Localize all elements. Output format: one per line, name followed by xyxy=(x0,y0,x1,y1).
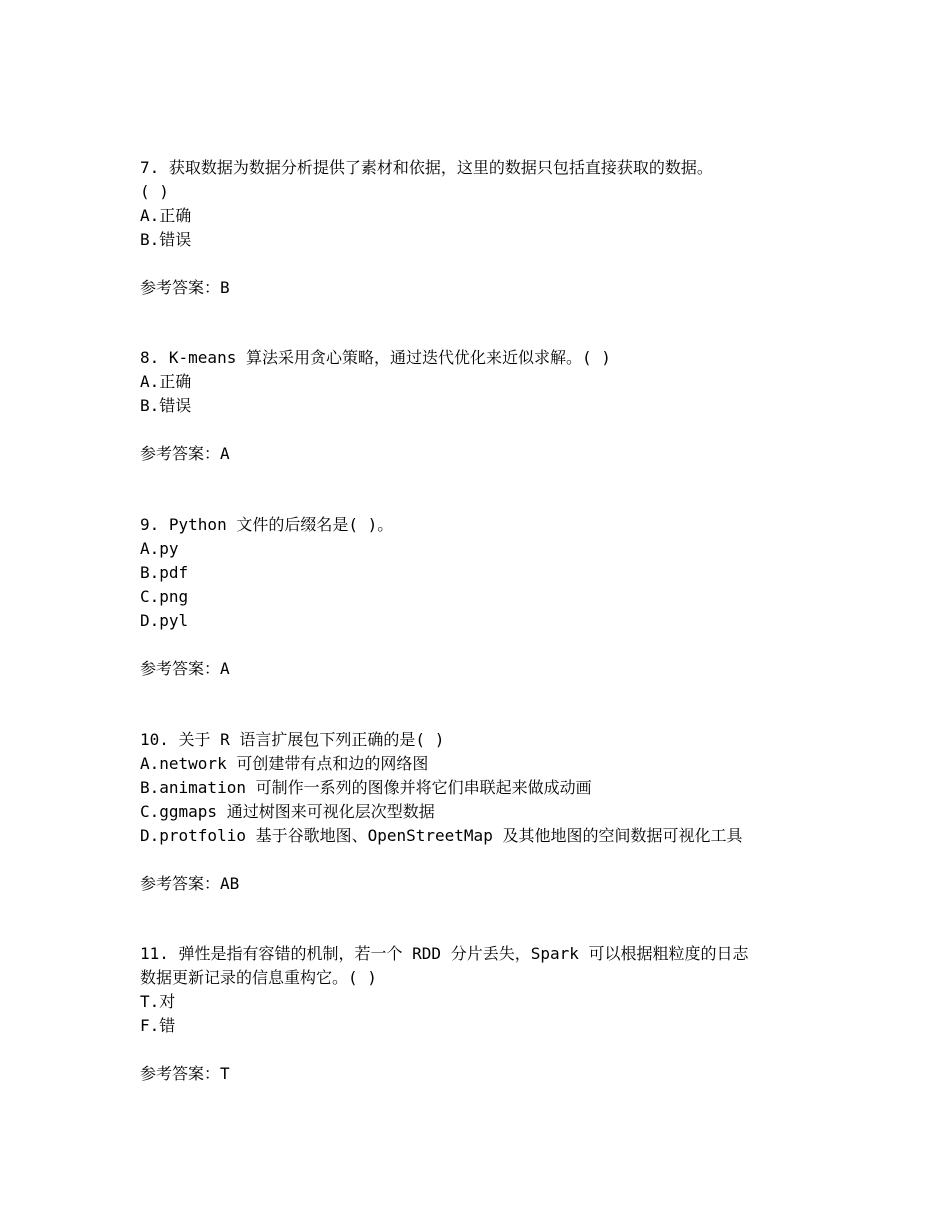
question-stem: ( ) xyxy=(140,182,169,201)
option: B.错误 xyxy=(140,396,192,415)
question-11 xyxy=(140,942,820,1086)
question-stem: 7. 获取数据为数据分析提供了素材和依据，这里的数据只包括直接获取的数据。 xyxy=(140,158,713,177)
option: C.ggmaps 通过树图来可视化层次型数据 xyxy=(140,802,435,821)
option: T.对 xyxy=(140,992,176,1011)
answer: 参考答案：T xyxy=(140,1064,230,1083)
question-stem: 11. 弹性是指有容错的机制，若一个 RDD 分片丢失，Spark 可以根据粗粒度的日志 xyxy=(140,944,749,963)
question-stem: 10. 关于 R 语言扩展包下列正确的是( ) xyxy=(140,730,445,749)
question-9 xyxy=(140,513,820,681)
option: C.png xyxy=(140,587,189,606)
option: D.pyl xyxy=(140,611,189,630)
option: A.正确 xyxy=(140,372,192,391)
option: A.正确 xyxy=(140,206,192,225)
option: B.animation 可制作一系列的图像并将它们串联起来做成动画 xyxy=(140,778,592,797)
option: B.错误 xyxy=(140,230,192,249)
question-stem: 9. Python 文件的后缀名是( )。 xyxy=(140,515,394,534)
answer: 参考答案：A xyxy=(140,444,230,463)
option: A.network 可创建带有点和边的网络图 xyxy=(140,754,429,773)
option: B.pdf xyxy=(140,563,189,582)
question-10 xyxy=(140,728,820,896)
question-8 xyxy=(140,346,820,466)
question-7 xyxy=(140,156,820,300)
question-stem: 8. K-means 算法采用贪心策略，通过迭代优化来近似求解。( ) xyxy=(140,348,611,367)
answer: 参考答案：AB xyxy=(140,874,240,893)
question-stem: 数据更新记录的信息重构它。( ) xyxy=(140,968,377,987)
option: F.错 xyxy=(140,1016,176,1035)
option: A.py xyxy=(140,539,179,558)
answer: 参考答案：B xyxy=(140,278,230,297)
option: D.protfolio 基于谷歌地图、OpenStreetMap 及其他地图的空间数据可视化工具 xyxy=(140,826,743,845)
answer: 参考答案：A xyxy=(140,659,230,678)
